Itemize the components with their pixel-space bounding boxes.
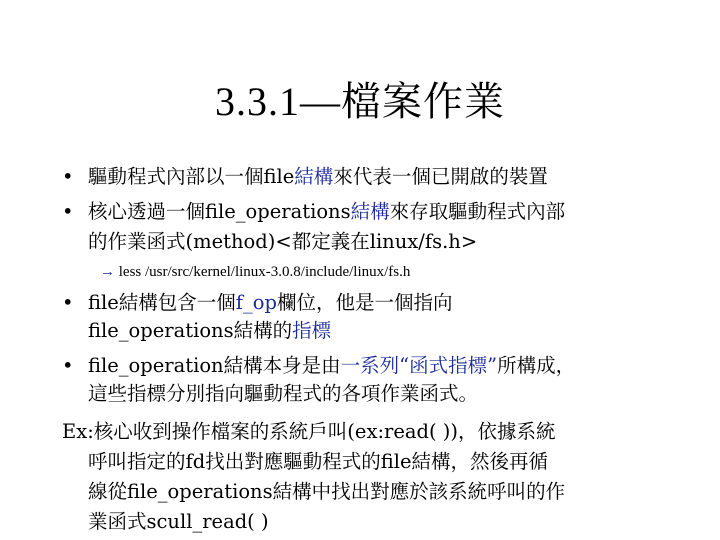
bullet-icon: •	[62, 200, 74, 223]
bullet-icon: •	[62, 291, 74, 314]
bullet-3-line-1: file結構包含一個f_op欄位，他是一個指向	[88, 291, 453, 314]
bullet-icon: •	[62, 354, 74, 377]
bullet-2-line-1: 核心透過一個file_operations結構來存取驅動程式內部	[88, 200, 566, 223]
sub-path: → less /usr/src/kernel/linux-3.0.8/include/linux/fs.h	[100, 264, 411, 280]
bullet-4-line-2: 這些指標分別指向驅動程式的各項作業函式。	[88, 382, 479, 405]
example-line-1: Ex:核心收到操作檔案的系統戶叫(ex:read( ))，依據系統	[62, 420, 556, 443]
slide-title: 3.3.1—檔案作業	[215, 79, 505, 124]
example-line-3: 線從file_operations結構中找出對應於該系統呼叫的作	[88, 480, 566, 503]
example-line-2: 呼叫指定的fd找出對應驅動程式的file結構，然後再循	[88, 450, 548, 473]
bullet-icon: •	[62, 165, 74, 188]
bullet-4-line-1: file_operation結構本身是由一系列“函式指標”所構成，	[88, 354, 576, 377]
bullet-2-line-2: 的作業函式(method)<都定義在linux/fs.h>	[88, 230, 478, 253]
bullet-3-line-2: file_operations結構的指標	[88, 319, 332, 342]
bullet-1: 驅動程式內部以一個file結構來代表一個已開啟的裝置	[88, 165, 548, 188]
arrow-right-icon: →	[100, 264, 115, 280]
example-line-4: 業函式scull_read( )	[88, 510, 269, 533]
